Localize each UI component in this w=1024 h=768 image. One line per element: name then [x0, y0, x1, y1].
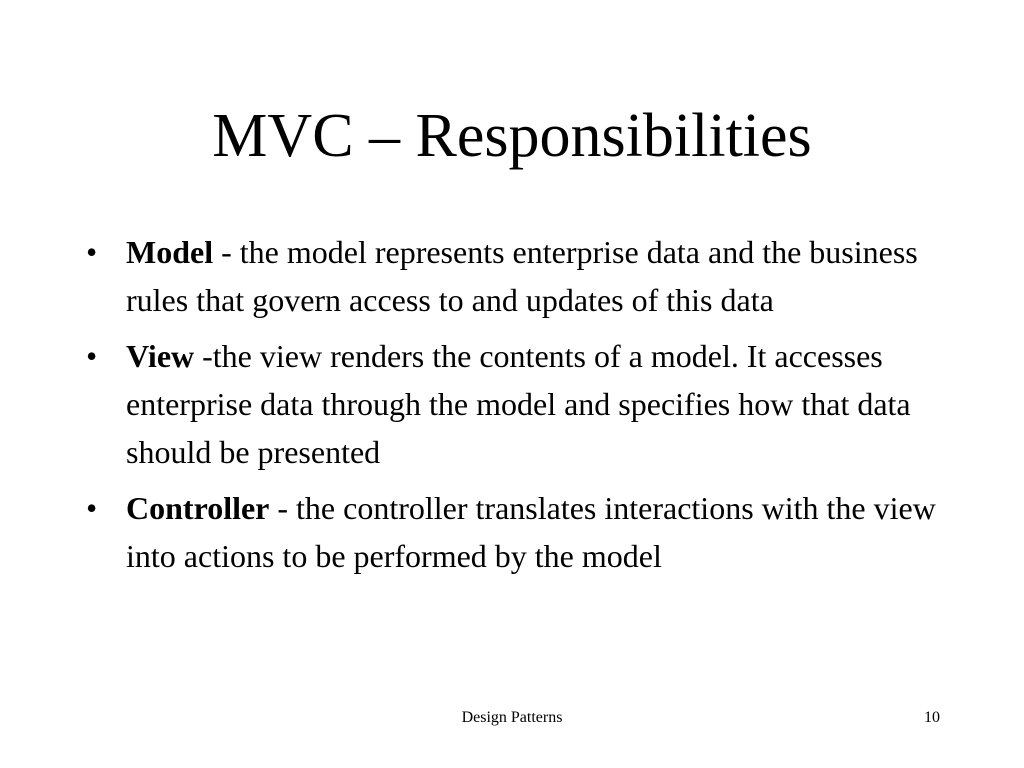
bullet-icon: •	[86, 338, 98, 374]
bullet-term: Controller	[126, 490, 270, 526]
bullet-term: Model	[126, 234, 214, 270]
bullet-icon: •	[86, 234, 98, 270]
bullet-list	[86, 228, 946, 588]
bullet-item-view	[86, 332, 946, 476]
bullet-text: -the view renders the contents of a model. It accesses enterprise data through the model and specifies how that data should be presented	[126, 338, 911, 470]
bullet-item-controller	[86, 484, 946, 580]
slide-title: MVC – Responsibilities	[212, 102, 812, 170]
page-number: 10	[924, 709, 940, 726]
bullet-term: View	[126, 338, 195, 374]
bullet-text: - the controller translates interactions with the view into actions to be performed by the model	[126, 490, 936, 574]
bullet-text: - the model represents enterprise data and the business rules that govern access to and updates of this data	[126, 234, 918, 318]
bullet-item-model	[86, 228, 946, 324]
bullet-icon: •	[86, 490, 98, 526]
footer-title: Design Patterns	[461, 709, 563, 726]
